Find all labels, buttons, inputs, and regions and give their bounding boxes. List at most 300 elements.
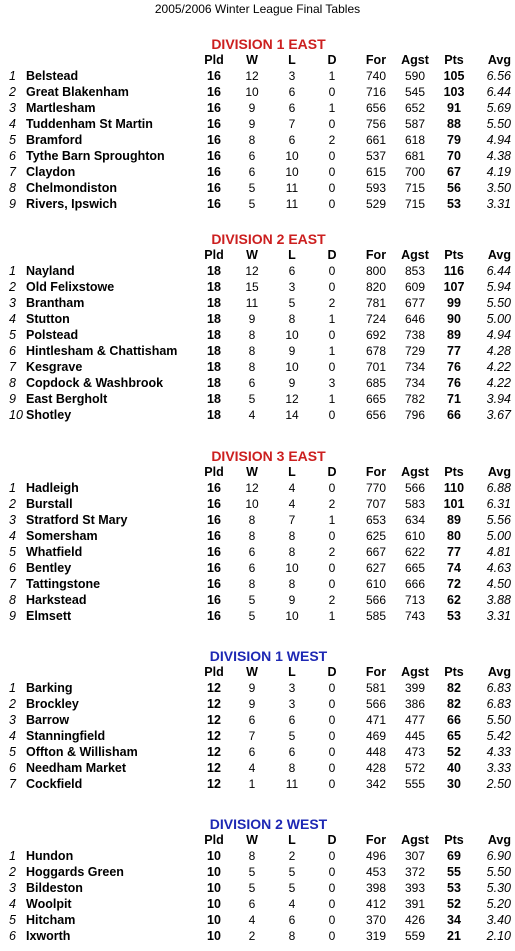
cell-pos: 4 <box>9 897 16 911</box>
cell-team: Bramford <box>26 133 83 147</box>
column-header-w: W <box>246 248 258 262</box>
cell-d: 2 <box>328 133 336 147</box>
cell-for: 342 <box>365 777 387 791</box>
cell-for: 625 <box>365 529 387 543</box>
cell-for: 529 <box>365 197 387 211</box>
cell-for: 665 <box>365 392 387 406</box>
cell-for: 593 <box>365 181 387 195</box>
cell-pld: 18 <box>207 376 221 390</box>
cell-for: 585 <box>365 609 387 623</box>
cell-pld: 16 <box>207 69 221 83</box>
cell-l: 2 <box>288 849 296 863</box>
cell-for: 453 <box>365 865 387 879</box>
cell-pts: 77 <box>447 545 461 559</box>
cell-team: Somersham <box>26 529 98 543</box>
cell-for: 656 <box>365 101 387 115</box>
column-header-pld: Pld <box>204 465 224 479</box>
cell-avg: 6.31 <box>486 497 511 511</box>
cell-agst: 391 <box>404 897 426 911</box>
cell-l: 5 <box>288 865 296 879</box>
cell-avg: 3.31 <box>486 609 511 623</box>
cell-for: 496 <box>365 849 387 863</box>
table-row <box>0 576 515 592</box>
cell-avg: 4.28 <box>486 344 511 358</box>
cell-for: 412 <box>365 897 387 911</box>
cell-w: 1 <box>248 777 256 791</box>
column-header-avg: Avg <box>487 53 511 67</box>
cell-l: 8 <box>288 312 296 326</box>
cell-for: 581 <box>365 681 387 695</box>
cell-pld: 16 <box>207 133 221 147</box>
cell-team: Hintlesham & Chattisham <box>26 344 178 358</box>
cell-pld: 10 <box>207 913 221 927</box>
cell-team: Polstead <box>26 328 79 342</box>
column-header-pts: Pts <box>444 665 464 679</box>
cell-pts: 66 <box>447 713 461 727</box>
table-row <box>0 912 515 928</box>
cell-pld: 18 <box>207 408 221 422</box>
column-header-pts: Pts <box>444 465 464 479</box>
cell-avg: 5.50 <box>486 296 511 310</box>
table-row <box>0 295 515 311</box>
cell-agst: 473 <box>404 745 426 759</box>
cell-l: 12 <box>285 392 299 406</box>
table-row <box>0 864 515 880</box>
cell-pts: 72 <box>447 577 461 591</box>
cell-pld: 10 <box>207 897 221 911</box>
cell-for: 820 <box>365 280 387 294</box>
column-header-avg: Avg <box>487 248 511 262</box>
cell-w: 15 <box>245 280 259 294</box>
cell-pld: 16 <box>207 497 221 511</box>
cell-d: 0 <box>328 481 336 495</box>
cell-l: 7 <box>288 513 296 527</box>
table-row <box>0 776 515 792</box>
cell-agst: 782 <box>404 392 426 406</box>
cell-for: 319 <box>365 929 387 943</box>
cell-d: 1 <box>328 101 336 115</box>
cell-team: Brockley <box>26 697 79 711</box>
cell-team: Belstead <box>26 69 79 83</box>
cell-pts: 66 <box>447 408 461 422</box>
cell-for: 566 <box>365 697 387 711</box>
table-row <box>0 263 515 279</box>
cell-for: 566 <box>365 593 387 607</box>
cell-for: 740 <box>365 69 387 83</box>
cell-pts: 53 <box>447 197 461 211</box>
table-header-row <box>0 464 515 480</box>
cell-agst: 700 <box>404 165 426 179</box>
cell-w: 8 <box>248 133 256 147</box>
column-header-for: For <box>365 53 387 67</box>
cell-agst: 734 <box>404 376 426 390</box>
cell-w: 6 <box>248 713 256 727</box>
cell-agst: 738 <box>404 328 426 342</box>
cell-w: 11 <box>245 296 259 310</box>
table-row <box>0 407 515 423</box>
cell-agst: 426 <box>404 913 426 927</box>
cell-l: 10 <box>285 609 299 623</box>
cell-d: 0 <box>328 529 336 543</box>
cell-pts: 52 <box>447 897 461 911</box>
division-title: DIVISION 1 WEST <box>209 648 328 664</box>
cell-agst: 307 <box>404 849 426 863</box>
column-header-pts: Pts <box>444 53 464 67</box>
column-header-d: D <box>327 665 337 679</box>
cell-avg: 5.42 <box>486 729 511 743</box>
column-header-avg: Avg <box>487 465 511 479</box>
cell-w: 6 <box>248 165 256 179</box>
cell-agst: 796 <box>404 408 426 422</box>
cell-agst: 555 <box>404 777 426 791</box>
cell-l: 14 <box>285 408 299 422</box>
cell-pos: 3 <box>9 881 16 895</box>
cell-agst: 677 <box>404 296 426 310</box>
cell-d: 0 <box>328 729 336 743</box>
column-header-w: W <box>246 465 258 479</box>
cell-pos: 5 <box>9 133 16 147</box>
column-header-l: L <box>288 465 296 479</box>
cell-l: 8 <box>288 529 296 543</box>
column-header-w: W <box>246 833 258 847</box>
cell-l: 7 <box>288 117 296 131</box>
table-row <box>0 528 515 544</box>
cell-w: 9 <box>248 681 256 695</box>
cell-pos: 8 <box>9 593 16 607</box>
cell-w: 8 <box>248 849 256 863</box>
cell-pos: 2 <box>9 497 16 511</box>
cell-d: 0 <box>328 328 336 342</box>
cell-w: 6 <box>248 561 256 575</box>
cell-avg: 4.94 <box>486 328 511 342</box>
cell-avg: 3.88 <box>486 593 511 607</box>
cell-pld: 16 <box>207 577 221 591</box>
cell-w: 2 <box>248 929 256 943</box>
cell-pos: 3 <box>9 101 16 115</box>
cell-agst: 587 <box>404 117 426 131</box>
cell-pts: 91 <box>447 101 461 115</box>
table-row <box>0 728 515 744</box>
cell-team: Woolpit <box>26 897 72 911</box>
cell-pts: 80 <box>447 529 461 543</box>
cell-l: 9 <box>288 344 296 358</box>
page-title: 2005/2006 Winter League Final Tables <box>154 2 361 16</box>
cell-d: 0 <box>328 181 336 195</box>
cell-l: 10 <box>285 561 299 575</box>
column-header-avg: Avg <box>487 665 511 679</box>
cell-pld: 16 <box>207 181 221 195</box>
cell-agst: 681 <box>404 149 426 163</box>
cell-pld: 16 <box>207 149 221 163</box>
cell-w: 6 <box>248 376 256 390</box>
cell-team: Needham Market <box>26 761 127 775</box>
cell-agst: 583 <box>404 497 426 511</box>
cell-pld: 18 <box>207 280 221 294</box>
cell-avg: 6.83 <box>486 697 511 711</box>
cell-avg: 5.50 <box>486 865 511 879</box>
cell-w: 5 <box>248 593 256 607</box>
cell-pts: 21 <box>447 929 461 943</box>
column-header-l: L <box>288 833 296 847</box>
cell-avg: 4.50 <box>486 577 511 591</box>
cell-pos: 4 <box>9 117 16 131</box>
cell-avg: 5.30 <box>486 881 511 895</box>
table-row <box>0 132 515 148</box>
cell-pld: 12 <box>207 713 221 727</box>
cell-pos: 2 <box>9 85 16 99</box>
cell-pos: 7 <box>9 777 16 791</box>
cell-w: 8 <box>248 344 256 358</box>
cell-w: 5 <box>248 609 256 623</box>
cell-d: 0 <box>328 849 336 863</box>
table-row <box>0 148 515 164</box>
cell-for: 627 <box>365 561 387 575</box>
cell-agst: 734 <box>404 360 426 374</box>
cell-avg: 3.40 <box>486 913 511 927</box>
cell-pos: 1 <box>9 481 16 495</box>
cell-for: 716 <box>365 85 387 99</box>
cell-d: 0 <box>328 360 336 374</box>
cell-pts: 89 <box>447 328 461 342</box>
cell-pos: 3 <box>9 513 16 527</box>
cell-l: 8 <box>288 929 296 943</box>
cell-agst: 610 <box>404 529 426 543</box>
cell-for: 537 <box>365 149 387 163</box>
table-row <box>0 848 515 864</box>
cell-pld: 12 <box>207 777 221 791</box>
cell-agst: 743 <box>404 609 426 623</box>
cell-pld: 18 <box>207 360 221 374</box>
cell-avg: 4.63 <box>486 561 511 575</box>
cell-pld: 10 <box>207 929 221 943</box>
cell-team: Bildeston <box>26 881 83 895</box>
cell-w: 8 <box>248 529 256 543</box>
cell-avg: 4.22 <box>486 360 511 374</box>
table-row <box>0 896 515 912</box>
cell-w: 5 <box>248 181 256 195</box>
cell-w: 12 <box>245 264 259 278</box>
cell-pld: 16 <box>207 117 221 131</box>
cell-team: Rivers, Ipswich <box>26 197 118 211</box>
cell-team: Old Felixstowe <box>26 280 115 294</box>
cell-avg: 5.69 <box>486 101 511 115</box>
cell-pos: 4 <box>9 729 16 743</box>
cell-d: 1 <box>328 69 336 83</box>
cell-d: 0 <box>328 280 336 294</box>
cell-w: 9 <box>248 697 256 711</box>
cell-pld: 18 <box>207 312 221 326</box>
cell-pts: 99 <box>447 296 461 310</box>
cell-pos: 1 <box>9 681 16 695</box>
cell-avg: 5.94 <box>486 280 511 294</box>
column-header-l: L <box>288 53 296 67</box>
cell-pld: 16 <box>207 513 221 527</box>
cell-pld: 16 <box>207 593 221 607</box>
cell-pld: 10 <box>207 865 221 879</box>
cell-pts: 69 <box>447 849 461 863</box>
table-row <box>0 100 515 116</box>
cell-agst: 609 <box>404 280 426 294</box>
cell-pld: 12 <box>207 729 221 743</box>
cell-pts: 76 <box>447 376 461 390</box>
cell-team: Hadleigh <box>26 481 79 495</box>
cell-agst: 729 <box>404 344 426 358</box>
table-row <box>0 712 515 728</box>
cell-avg: 6.83 <box>486 681 511 695</box>
cell-pld: 16 <box>207 561 221 575</box>
cell-pos: 3 <box>9 296 16 310</box>
cell-avg: 4.19 <box>486 165 511 179</box>
cell-w: 5 <box>248 197 256 211</box>
cell-agst: 559 <box>404 929 426 943</box>
table-header-row <box>0 247 515 263</box>
cell-pos: 6 <box>9 761 16 775</box>
column-header-d: D <box>327 248 337 262</box>
cell-team: Stratford St Mary <box>26 513 128 527</box>
cell-l: 4 <box>288 497 296 511</box>
cell-l: 9 <box>288 376 296 390</box>
cell-w: 8 <box>248 328 256 342</box>
column-header-pld: Pld <box>204 53 224 67</box>
table-row <box>0 84 515 100</box>
cell-d: 0 <box>328 777 336 791</box>
cell-pos: 3 <box>9 713 16 727</box>
cell-team: Claydon <box>26 165 76 179</box>
cell-d: 0 <box>328 85 336 99</box>
column-header-pld: Pld <box>204 665 224 679</box>
cell-pld: 16 <box>207 101 221 115</box>
cell-team: Nayland <box>26 264 75 278</box>
table-row <box>0 343 515 359</box>
cell-w: 5 <box>248 392 256 406</box>
cell-d: 2 <box>328 497 336 511</box>
cell-pts: 88 <box>447 117 461 131</box>
cell-for: 370 <box>365 913 387 927</box>
cell-avg: 5.00 <box>486 529 511 543</box>
cell-d: 0 <box>328 408 336 422</box>
cell-team: Elmsett <box>26 609 72 623</box>
cell-w: 8 <box>248 513 256 527</box>
table-header-row <box>0 664 515 680</box>
cell-team: Hundon <box>26 849 74 863</box>
cell-for: 661 <box>365 133 387 147</box>
cell-pld: 18 <box>207 296 221 310</box>
cell-l: 11 <box>285 197 299 211</box>
cell-team: Chelmondiston <box>26 181 117 195</box>
table-row <box>0 311 515 327</box>
cell-avg: 6.88 <box>486 481 511 495</box>
cell-avg: 3.50 <box>486 181 511 195</box>
cell-team: Hoggards Green <box>26 865 124 879</box>
cell-pts: 53 <box>447 609 461 623</box>
cell-l: 3 <box>288 69 296 83</box>
cell-avg: 5.20 <box>486 897 511 911</box>
table-row <box>0 544 515 560</box>
cell-agst: 652 <box>404 101 426 115</box>
cell-agst: 634 <box>404 513 426 527</box>
cell-pld: 10 <box>207 881 221 895</box>
cell-team: Ixworth <box>26 929 71 943</box>
cell-l: 6 <box>288 264 296 278</box>
cell-team: Bentley <box>26 561 72 575</box>
division-title: DIVISION 3 EAST <box>211 448 326 464</box>
cell-agst: 372 <box>404 865 426 879</box>
cell-pts: 101 <box>443 497 465 511</box>
column-header-d: D <box>327 465 337 479</box>
cell-pts: 62 <box>447 593 461 607</box>
cell-d: 2 <box>328 545 336 559</box>
cell-pts: 82 <box>447 681 461 695</box>
cell-for: 781 <box>365 296 387 310</box>
table-row <box>0 375 515 391</box>
cell-pld: 18 <box>207 264 221 278</box>
cell-agst: 572 <box>404 761 426 775</box>
cell-pos: 7 <box>9 577 16 591</box>
cell-w: 10 <box>245 85 259 99</box>
cell-l: 4 <box>288 481 296 495</box>
table-row <box>0 496 515 512</box>
cell-agst: 545 <box>404 85 426 99</box>
cell-l: 10 <box>285 328 299 342</box>
cell-pts: 56 <box>447 181 461 195</box>
column-header-pld: Pld <box>204 833 224 847</box>
cell-l: 8 <box>288 577 296 591</box>
cell-team: Shotley <box>26 408 72 422</box>
cell-pld: 16 <box>207 529 221 543</box>
table-row <box>0 928 515 944</box>
cell-l: 10 <box>285 360 299 374</box>
cell-team: Tythe Barn Sproughton <box>26 149 165 163</box>
cell-l: 6 <box>288 133 296 147</box>
cell-team: Barrow <box>26 713 70 727</box>
cell-d: 0 <box>328 577 336 591</box>
cell-pts: 34 <box>447 913 461 927</box>
table-row <box>0 880 515 896</box>
column-header-pts: Pts <box>444 248 464 262</box>
cell-agst: 713 <box>404 593 426 607</box>
cell-pts: 103 <box>443 85 465 99</box>
cell-d: 0 <box>328 897 336 911</box>
cell-l: 10 <box>285 149 299 163</box>
cell-agst: 646 <box>404 312 426 326</box>
cell-pld: 12 <box>207 681 221 695</box>
column-header-agst: Agst <box>401 248 429 262</box>
cell-pld: 16 <box>207 609 221 623</box>
cell-w: 6 <box>248 745 256 759</box>
cell-l: 6 <box>288 913 296 927</box>
cell-pts: 74 <box>447 561 461 575</box>
cell-w: 4 <box>248 913 256 927</box>
cell-d: 2 <box>328 593 336 607</box>
cell-l: 6 <box>288 101 296 115</box>
cell-pos: 6 <box>9 149 16 163</box>
cell-pld: 18 <box>207 392 221 406</box>
cell-d: 0 <box>328 149 336 163</box>
cell-team: Whatfield <box>26 545 83 559</box>
cell-pts: 70 <box>447 149 461 163</box>
column-header-d: D <box>327 833 337 847</box>
cell-avg: 6.56 <box>486 69 511 83</box>
cell-l: 5 <box>288 881 296 895</box>
cell-avg: 2.10 <box>486 929 511 943</box>
column-header-agst: Agst <box>401 665 429 679</box>
cell-w: 4 <box>248 408 256 422</box>
cell-team: Stutton <box>26 312 70 326</box>
table-row <box>0 116 515 132</box>
cell-team: Martlesham <box>26 101 96 115</box>
cell-l: 3 <box>288 681 296 695</box>
cell-agst: 715 <box>404 197 426 211</box>
